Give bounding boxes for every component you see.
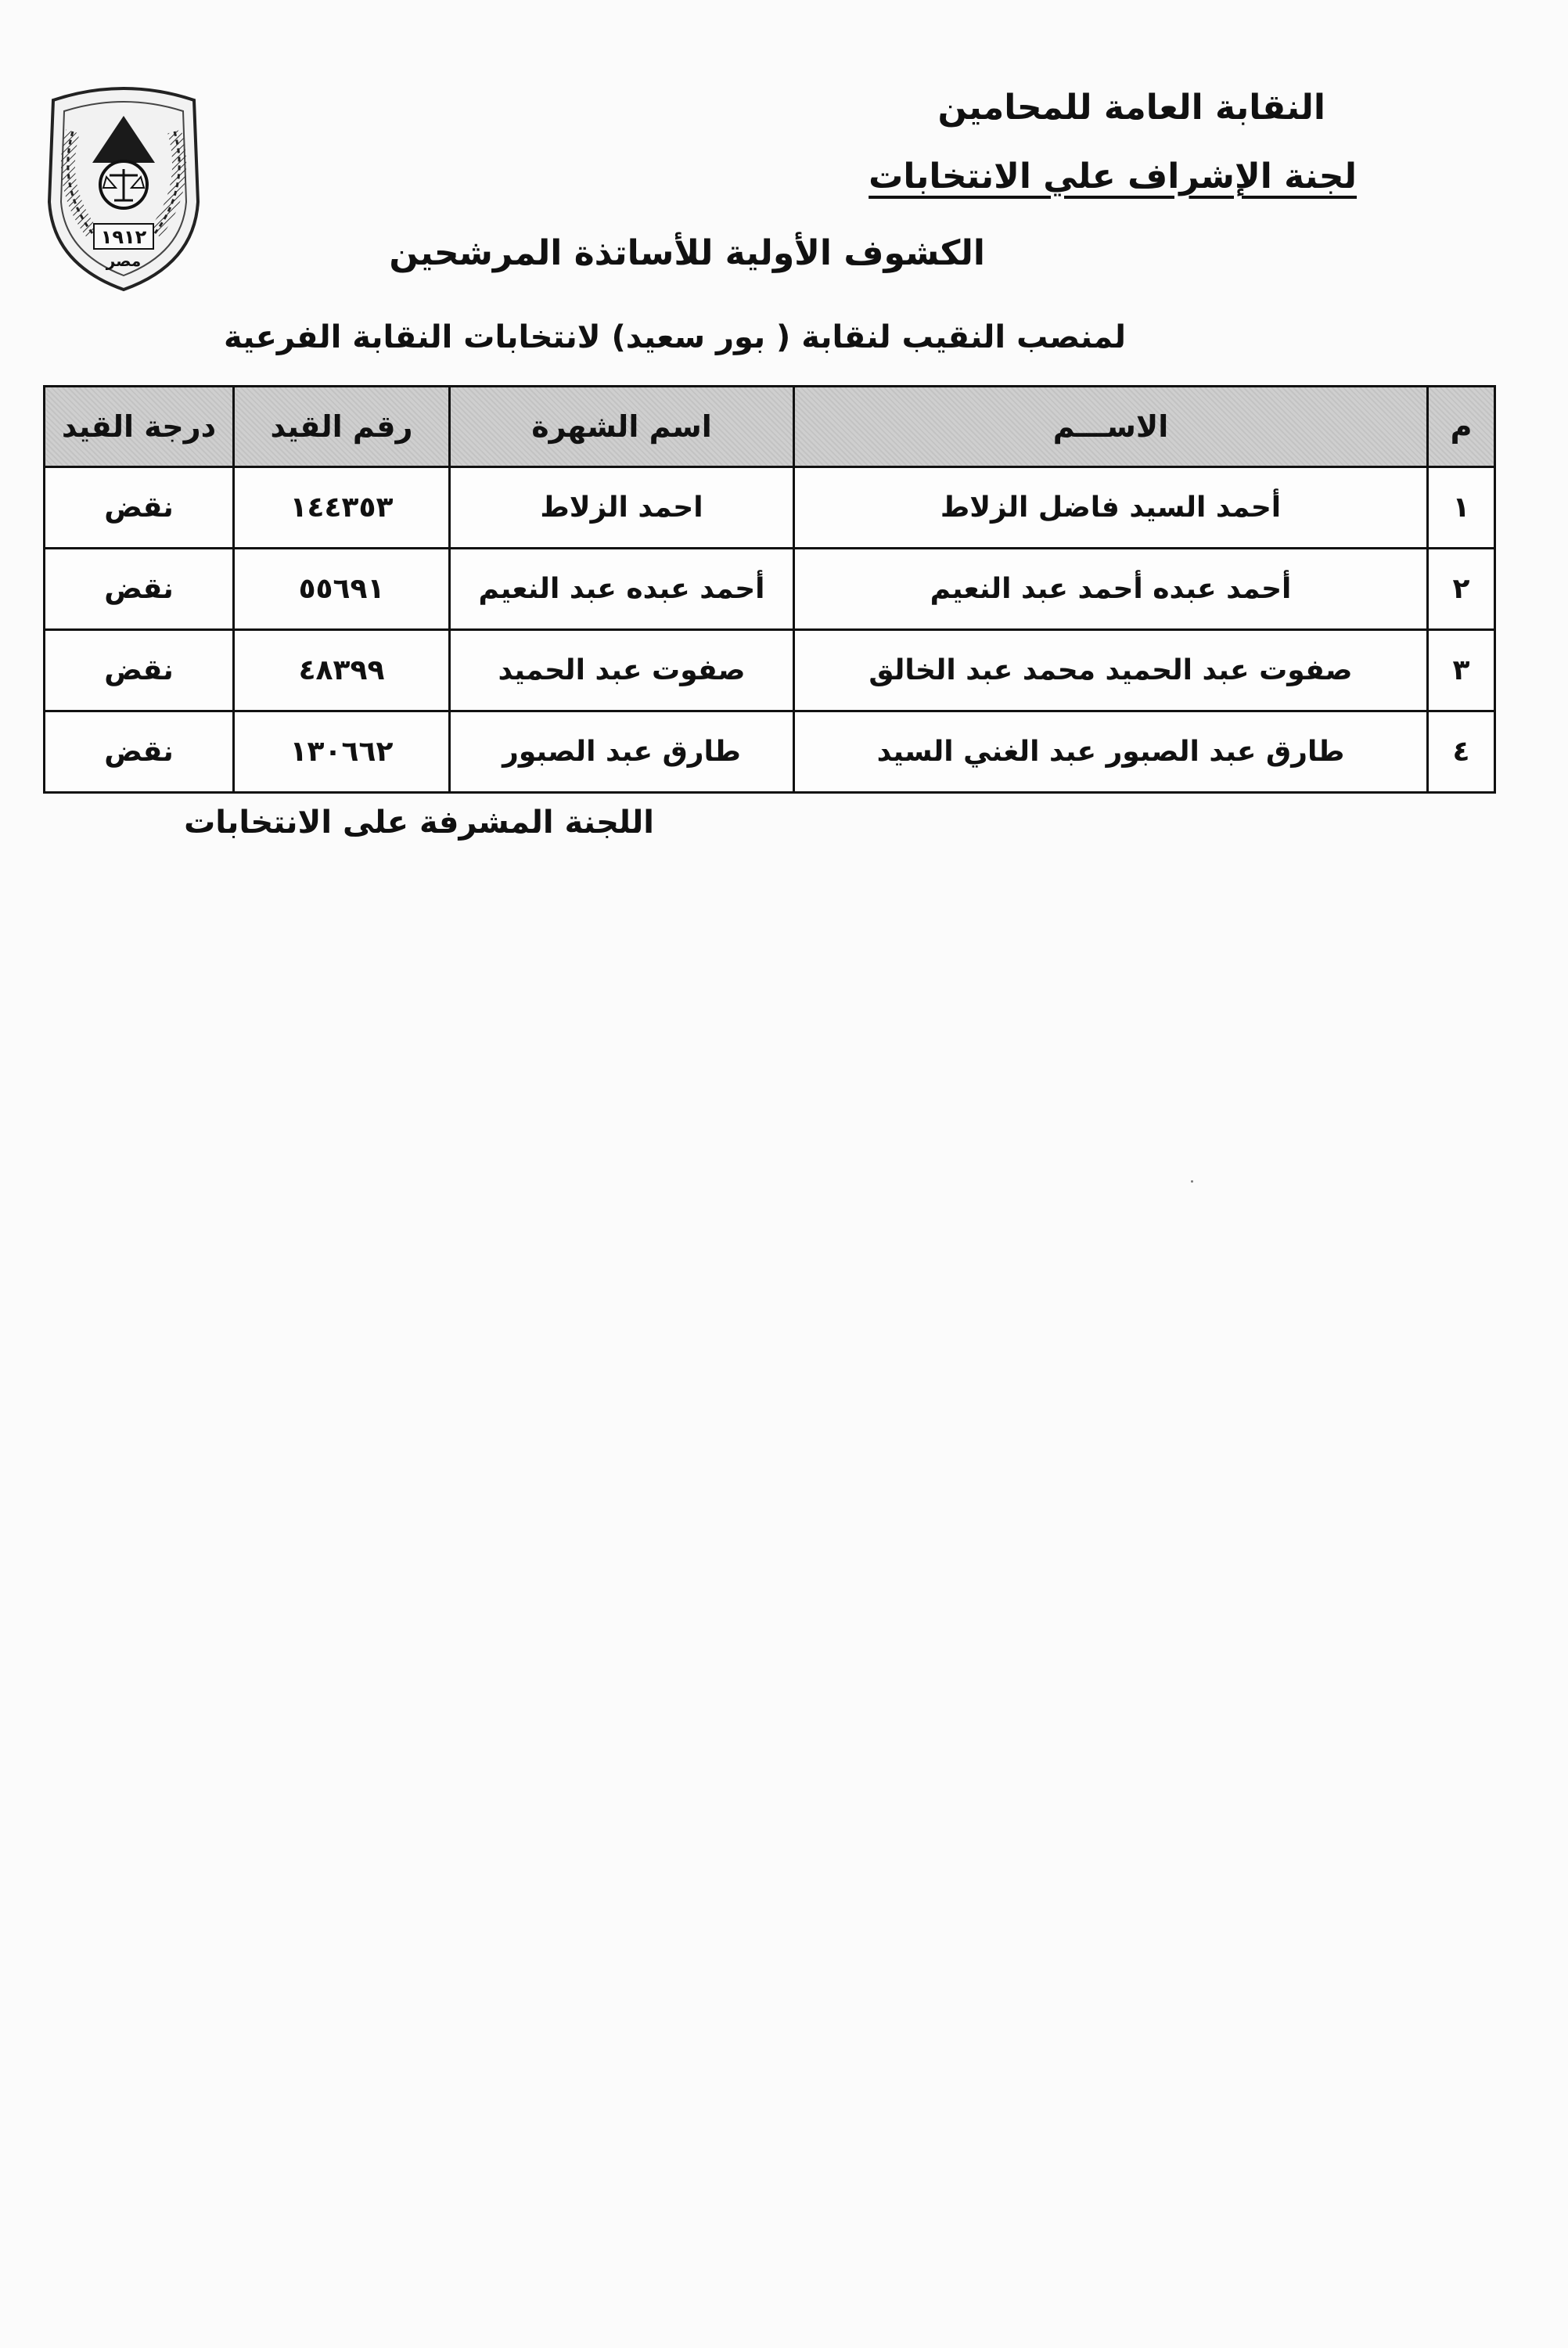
cell-index: ٢	[1428, 549, 1495, 630]
cell-grade: نقض	[45, 711, 234, 793]
column-header-name: الاســـم	[794, 387, 1428, 467]
cell-index: ١	[1428, 467, 1495, 549]
candidates-table-container	[45, 385, 1496, 794]
committee-signature: اللجنة المشرفة على الانتخابات	[184, 805, 654, 841]
cell-index: ٤	[1428, 711, 1495, 793]
cell-index: ٣	[1428, 630, 1495, 711]
cell-registration-no: ١٤٤٣٥٣	[234, 467, 450, 549]
column-header-index: م	[1428, 387, 1495, 467]
cell-known-as: صفوت عبد الحميد	[450, 630, 794, 711]
scan-speck	[1191, 1180, 1193, 1183]
cell-registration-no: ٥٥٦٩١	[234, 549, 450, 630]
cell-known-as: أحمد عبده عبد النعيم	[450, 549, 794, 630]
cell-grade: نقض	[45, 630, 234, 711]
table-row	[45, 549, 1495, 630]
emblem-year: ١٩١٢	[100, 226, 147, 248]
cell-grade: نقض	[45, 467, 234, 549]
cell-grade: نقض	[45, 549, 234, 630]
committee-title: لجنة الإشراف علي الانتخابات	[869, 157, 1357, 196]
table-header-row	[45, 387, 1495, 467]
document-subtitle: لمنصب النقيب لنقابة ( بور سعيد) لانتخابات النقابة الفرعية	[224, 319, 1126, 355]
cell-registration-no: ١٣٠٦٦٢	[234, 711, 450, 793]
table-row	[45, 630, 1495, 711]
candidates-table	[43, 385, 1496, 794]
cell-registration-no: ٤٨٣٩٩	[234, 630, 450, 711]
cell-name: طارق عبد الصبور عبد الغني السيد	[794, 711, 1428, 793]
bar-association-emblem-logo	[38, 85, 210, 296]
table-row	[45, 711, 1495, 793]
emblem-country: مصر	[106, 251, 142, 270]
column-header-known-as: اسم الشهرة	[450, 387, 794, 467]
cell-name: صفوت عبد الحميد محمد عبد الخالق	[794, 630, 1428, 711]
cell-name: أحمد السيد فاضل الزلاط	[794, 467, 1428, 549]
organization-title: النقابة العامة للمحامين	[937, 88, 1325, 128]
column-header-registration-no: رقم القيد	[234, 387, 450, 467]
column-header-grade: درجة القيد	[45, 387, 234, 467]
cell-known-as: احمد الزلاط	[450, 467, 794, 549]
cell-name: أحمد عبده أحمد عبد النعيم	[794, 549, 1428, 630]
table-row	[45, 467, 1495, 549]
cell-known-as: طارق عبد الصبور	[450, 711, 794, 793]
document-title: الكشوف الأولية للأساتذة المرشحين	[389, 233, 985, 273]
